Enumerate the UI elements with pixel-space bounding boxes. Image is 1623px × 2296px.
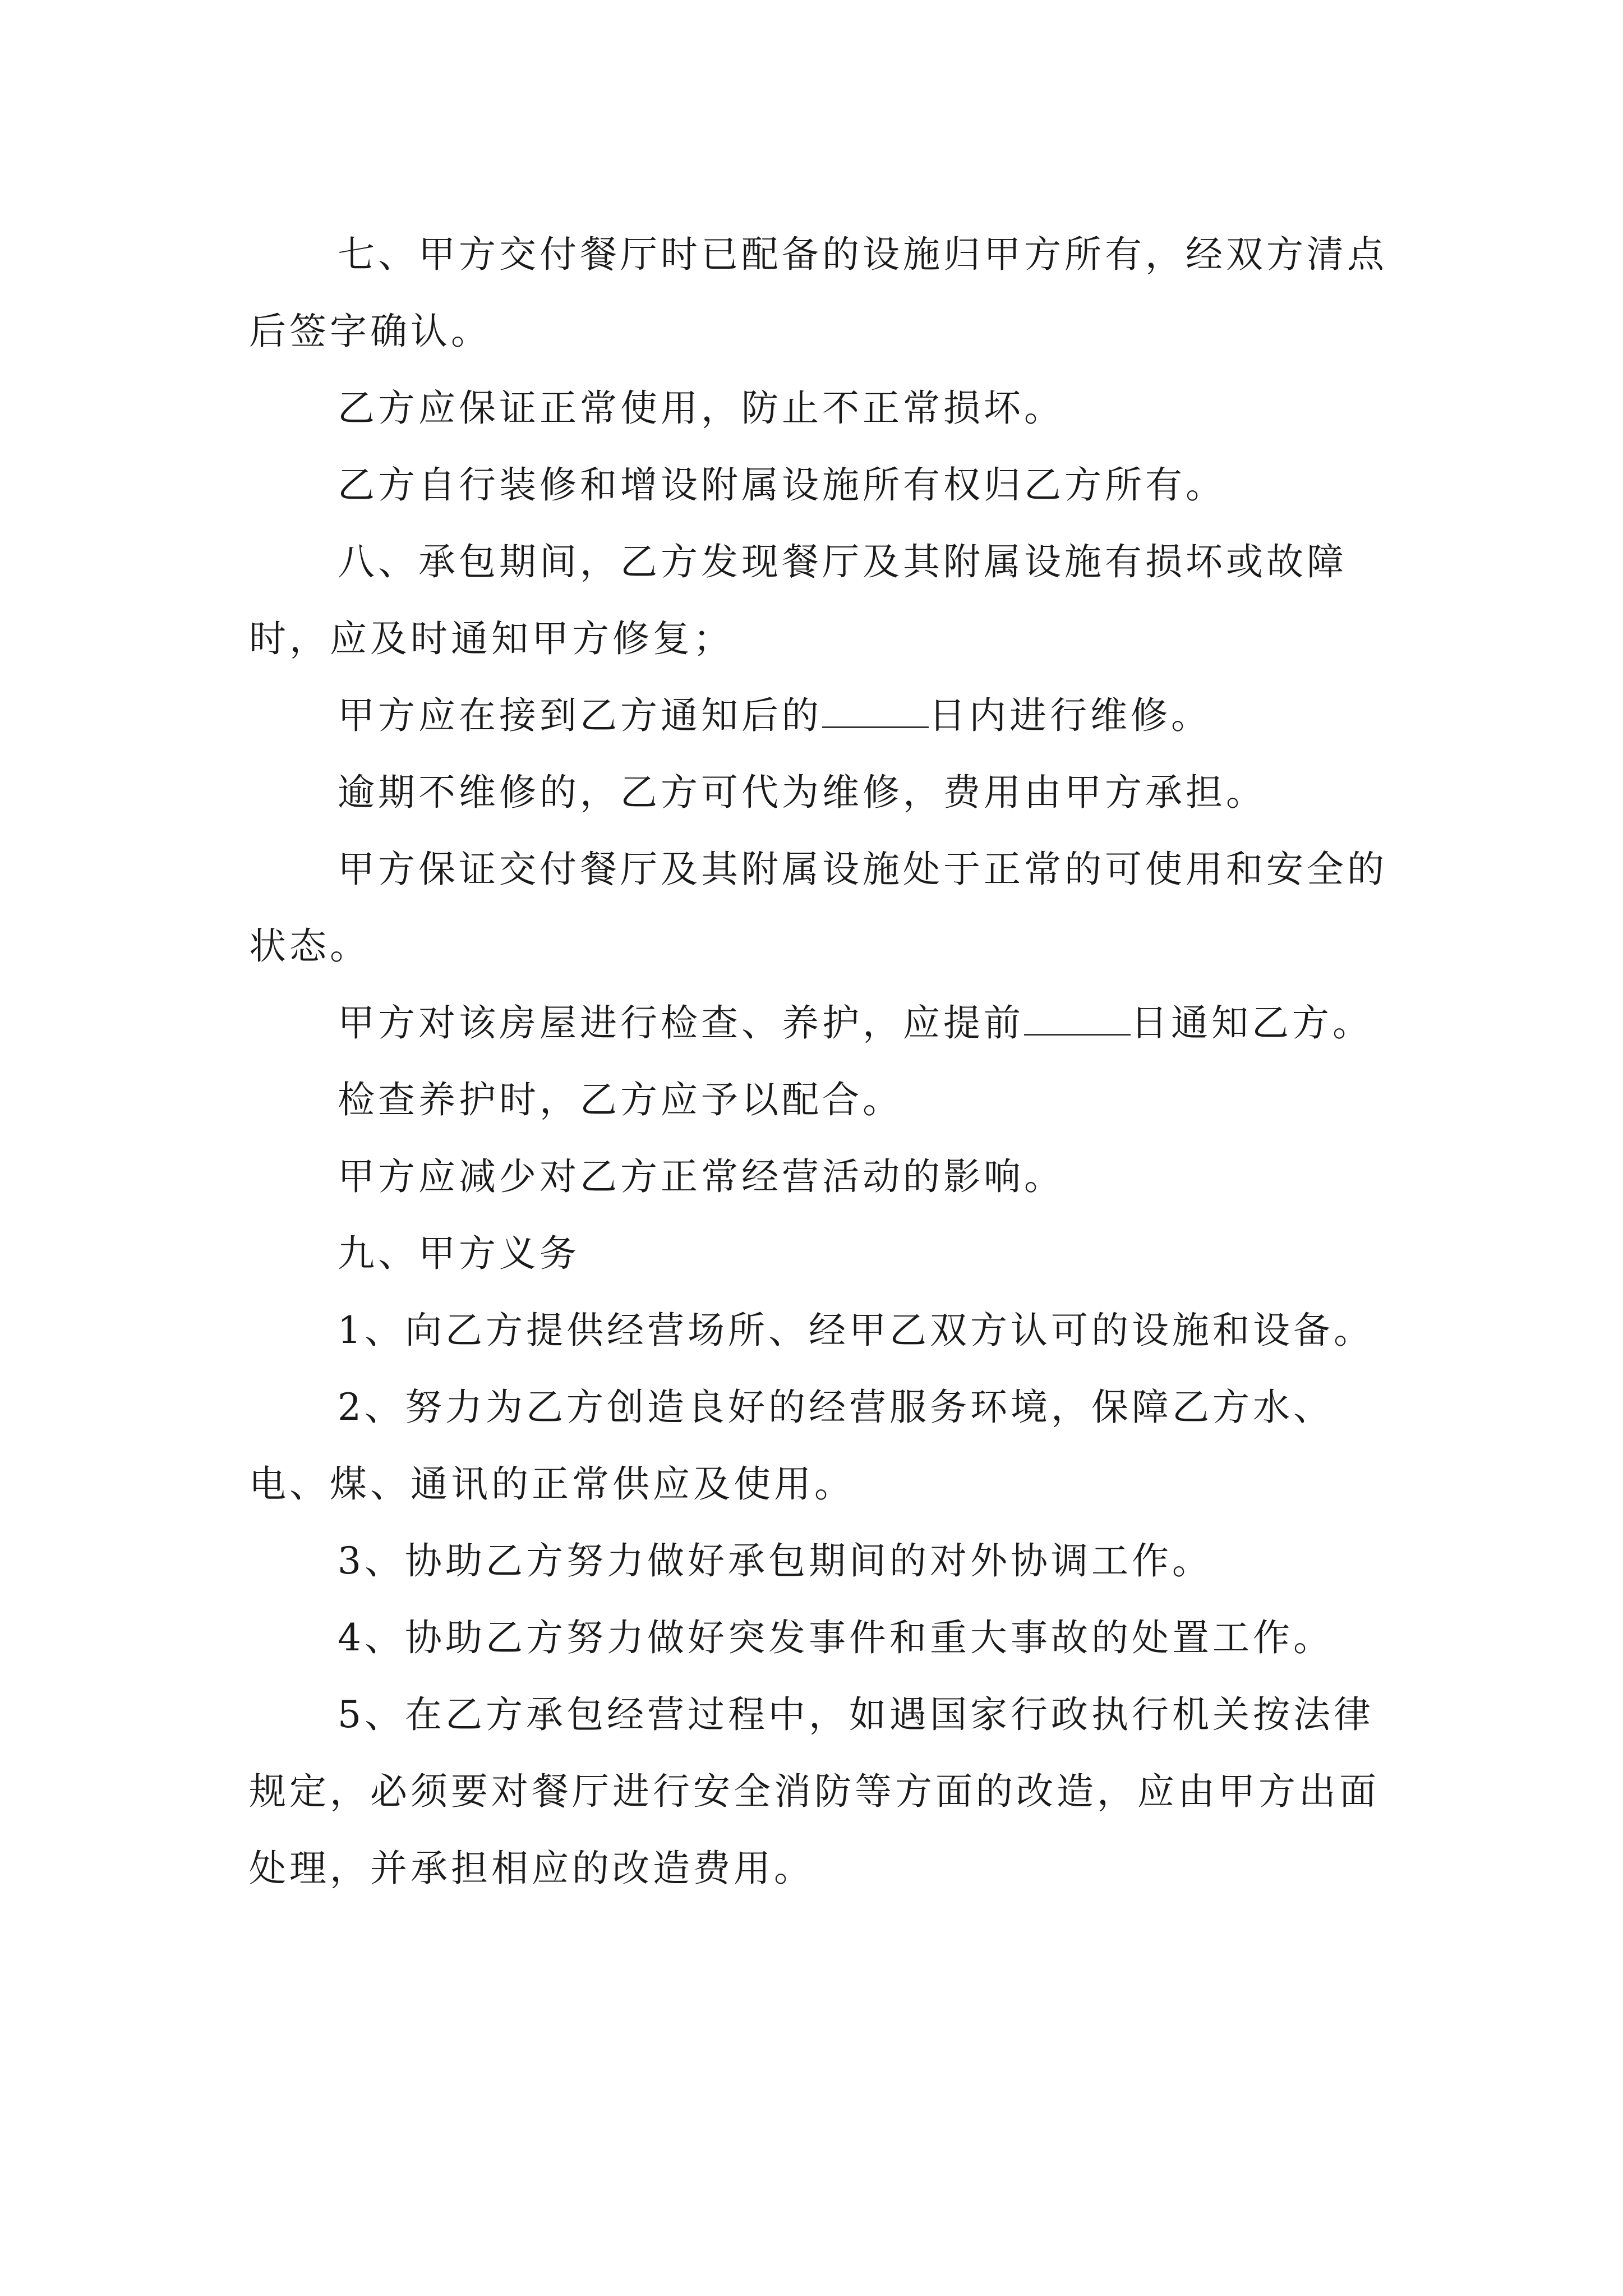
- inspection-notice-text-before: 甲方对该房屋进行检查、养护，应提前: [338, 1001, 1024, 1045]
- clause-7-normal-use-paragraph: 乙方应保证正常使用，防止不正常损坏。: [338, 386, 1064, 430]
- clause-8-safety-paragraph: 甲方保证交付餐厅及其附属设施处于正常的可使用和安全的状态。: [249, 848, 1387, 968]
- clause-8-cooperation-paragraph: 检查养护时，乙方应予以配合。: [338, 1078, 903, 1121]
- clause-9-heading: 九、甲方义务: [338, 1232, 580, 1275]
- clause-7-renovation-paragraph: 乙方自行装修和增设附属设施所有权归乙方所有。: [338, 463, 1226, 507]
- document-body: [249, 216, 1393, 1907]
- clause-8-paragraph: 八、承包期间，乙方发现餐厅及其附属设施有损坏或故障时，应及时通知甲方修复；: [249, 540, 1347, 660]
- clause-9-item-1: 1、向乙方提供经营场所、经甲乙双方认可的设施和设备。: [338, 1309, 1374, 1352]
- inspection-notice-text-after: 日通知乙方。: [1131, 1001, 1373, 1045]
- repair-deadline-text-after: 日内进行维修。: [929, 694, 1211, 737]
- repair-days-blank: [822, 697, 929, 728]
- clause-9-item-4: 4、协助乙方努力做好突发事件和重大事故的处置工作。: [338, 1616, 1334, 1659]
- notice-days-blank: [1024, 1005, 1131, 1036]
- clause-8-minimize-impact-paragraph: 甲方应减少对乙方正常经营活动的影响。: [338, 1155, 1064, 1198]
- repair-deadline-text-before: 甲方应在接到乙方通知后的: [338, 694, 822, 737]
- clause-8-inspection-notice-paragraph: [249, 984, 1393, 1061]
- clause-8-overdue-paragraph: 逾期不维修的，乙方可代为维修，费用由甲方承担。: [338, 771, 1266, 814]
- clause-9-item-3: 3、协助乙方努力做好承包期间的对外协调工作。: [338, 1539, 1212, 1582]
- clause-9-item-2: 2、努力为乙方创造良好的经营服务环境，保障乙方水、电、煤、通讯的正常供应及使用。: [249, 1386, 1334, 1506]
- clause-8-repair-deadline-paragraph: [249, 677, 1393, 754]
- clause-9-item-5: 5、在乙方承包经营过程中，如遇国家行政执行机关按法律规定，必须要对餐厅进行安全消防等方面的改造，应由甲方出面处理，并承担相应的改造费用。: [249, 1693, 1380, 1890]
- clause-7-paragraph: 七、甲方交付餐厅时已配备的设施归甲方所有，经双方清点后签字确认。: [249, 233, 1387, 353]
